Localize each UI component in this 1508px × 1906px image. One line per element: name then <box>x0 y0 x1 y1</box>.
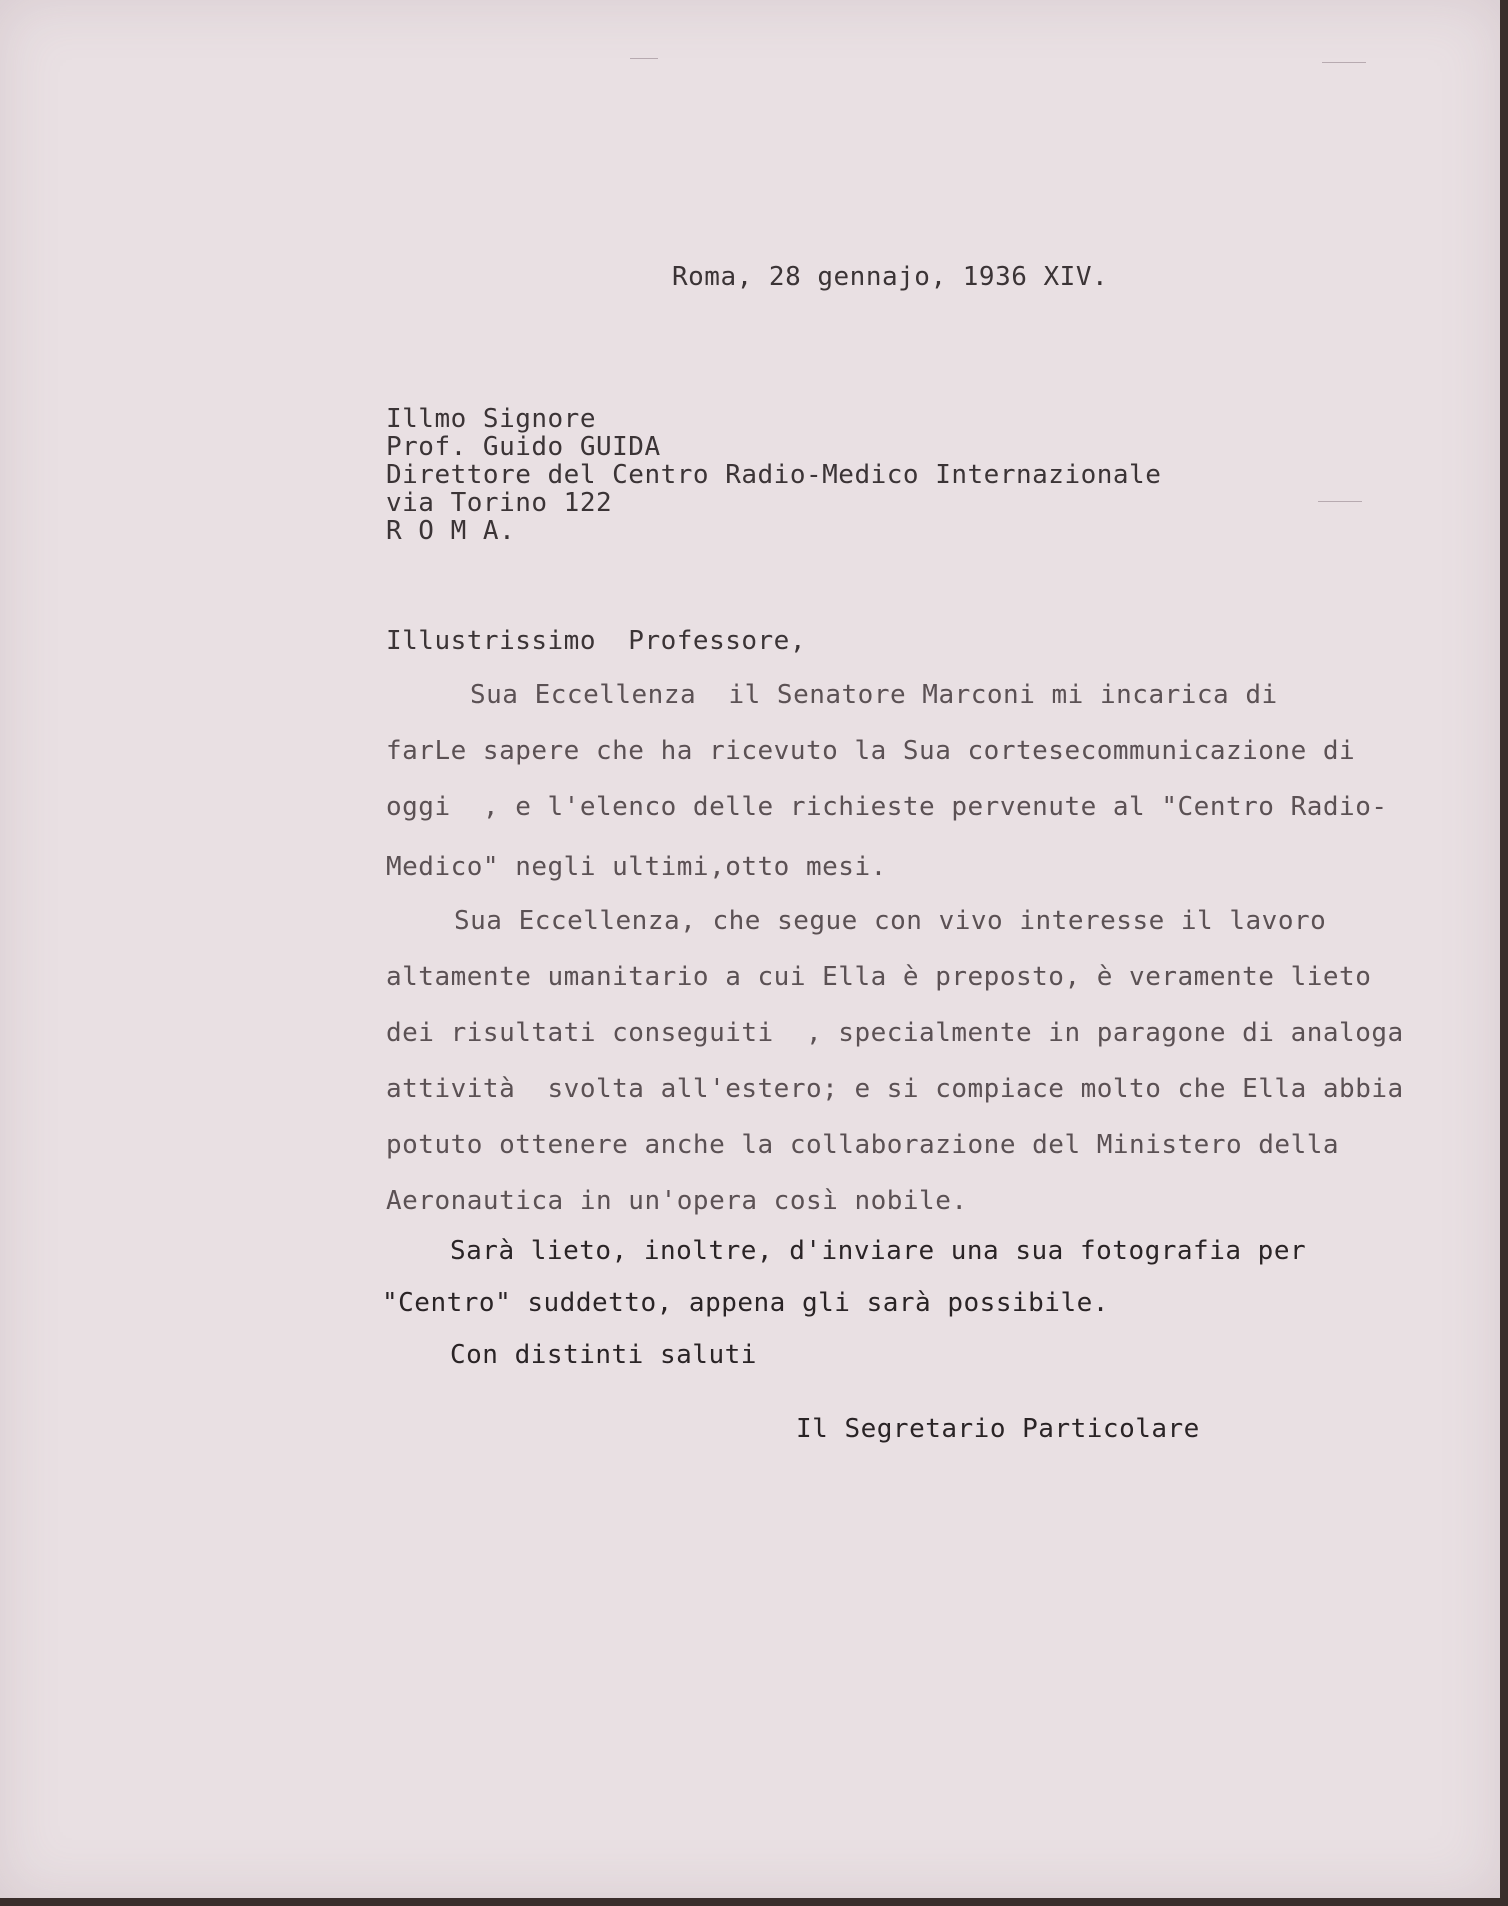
recipient-salutation-line: Illmo Signore <box>386 404 596 434</box>
body-line: Medico" negli ultimi,otto mesi. <box>386 852 887 882</box>
margin-mark <box>1318 501 1362 502</box>
margin-mark <box>630 58 658 59</box>
recipient-street: via Torino 122 <box>386 488 613 518</box>
letter-greeting: Illustrissimo Professore, <box>386 626 806 656</box>
body-line: Sua Eccellenza il Senatore Marconi mi incarica di <box>470 680 1278 710</box>
body-line: altamente umanitario a cui Ella è preposto, è veramente lieto <box>386 962 1372 992</box>
scan-edge-right <box>1500 0 1508 1906</box>
margin-mark <box>1322 62 1366 63</box>
body-line: potuto ottenere anche la collaborazione del Ministero della <box>386 1130 1340 1160</box>
body-line: attività svolta all'estero; e si compiace molto che Ella abbia <box>386 1074 1404 1104</box>
body-line: Aeronautica in un'opera così nobile. <box>386 1186 968 1216</box>
body-line: farLe sapere che ha ricevuto la Sua cortesecommunicazione di <box>386 736 1356 766</box>
body-line: oggi , e l'elenco delle richieste pervenute al "Centro Radio- <box>386 792 1388 822</box>
signature-block: Il Segretario Particolare <box>796 1414 1200 1444</box>
body-line: "Centro" suddetto, appena gli sarà possibile. <box>382 1288 1109 1318</box>
letter-date: Roma, 28 gennajo, 1936 XIV. <box>672 262 1109 292</box>
body-line: Sarà lieto, inoltre, d'inviare una sua fotografia per <box>450 1236 1307 1266</box>
body-line: Con distinti saluti <box>450 1340 757 1370</box>
recipient-title: Direttore del Centro Radio-Medico Internazionale <box>386 460 1162 490</box>
body-line: dei risultati conseguiti , specialmente in paragone di analoga <box>386 1018 1404 1048</box>
body-line: Sua Eccellenza, che segue con vivo interesse il lavoro <box>454 906 1327 936</box>
recipient-name: Prof. Guido GUIDA <box>386 432 661 462</box>
scan-edge-bottom <box>0 1898 1508 1906</box>
recipient-city: R O M A. <box>386 516 516 546</box>
